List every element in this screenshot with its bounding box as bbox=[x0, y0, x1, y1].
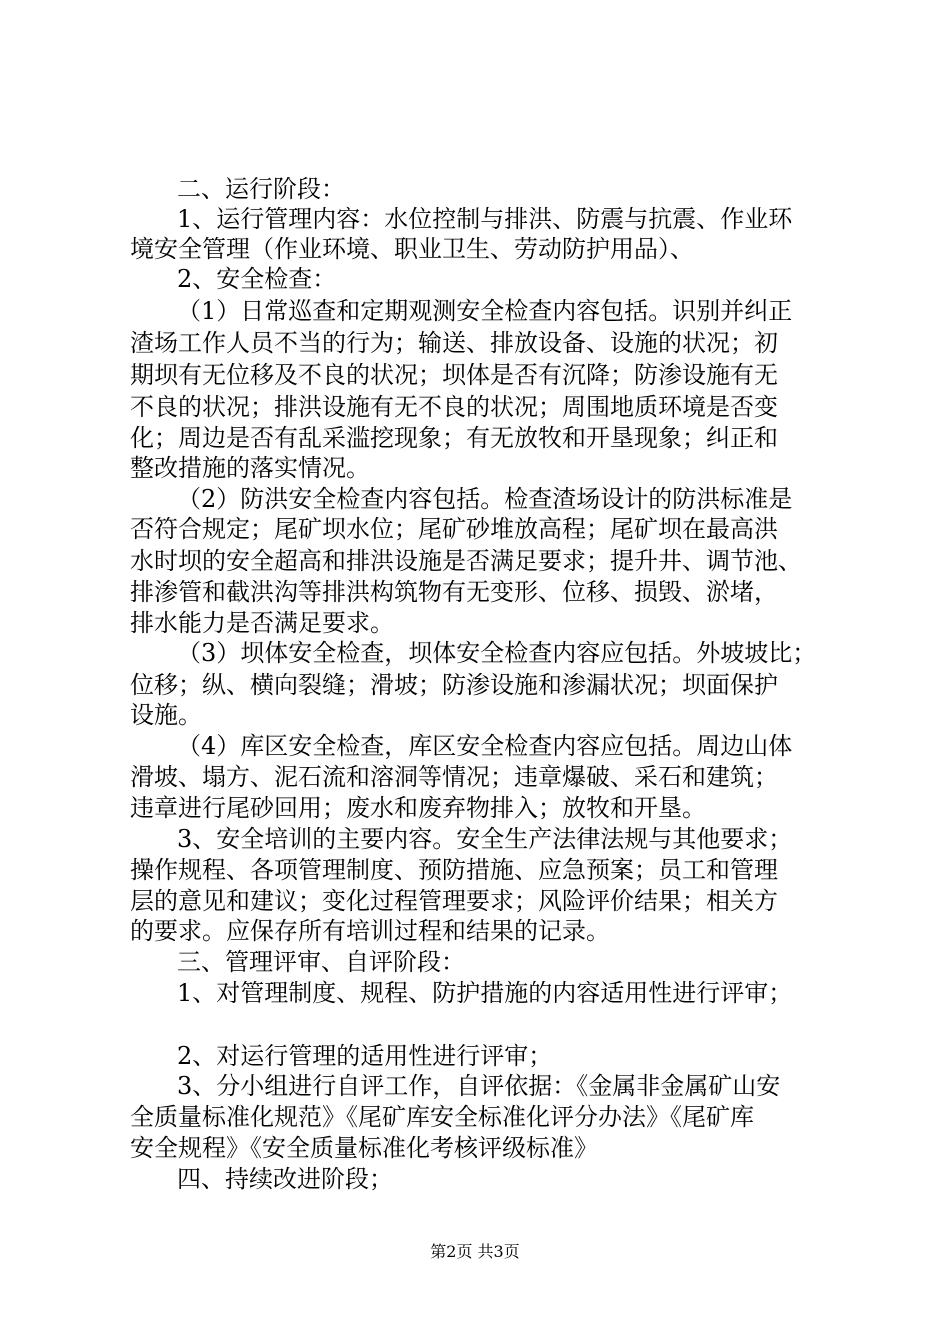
text-line: 2、对运行管理的适用性进行评审； bbox=[177, 1042, 553, 1070]
text-line: 化；周边是否有乱采滥挖现象；有无放牧和开垦现象；纠正和 bbox=[130, 424, 778, 452]
text-line: 1、运行管理内容：水位控制与排洪、防震与抗震、作业环 bbox=[177, 205, 793, 233]
text-line: 3、安全培训的主要内容。安全生产法律法规与其他要求； bbox=[177, 825, 793, 853]
text-line: 1、对管理制度、规程、防护措施的内容适用性进行评审； bbox=[177, 979, 793, 1007]
text-line: （3）坝体安全检查，坝体安全检查内容应包括。外坡坡比； bbox=[177, 639, 817, 667]
text-line: 滑坡、塌方、泥石流和溶洞等情况；违章爆破、采石和建筑； bbox=[130, 763, 778, 791]
text-line: 期坝有无位移及不良的状况；坝体是否有沉降；防渗设施有无 bbox=[130, 361, 778, 389]
text-line: 层的意见和建议；变化过程管理要求；风险评价结果；相关方 bbox=[130, 887, 778, 915]
text-line: （1）日常巡查和定期观测安全检查内容包括。识别并纠正 bbox=[177, 297, 793, 325]
text-line: 安全规程》《安全质量标准化考核评级标准》 bbox=[130, 1134, 598, 1162]
text-line: 排渗管和截洪沟等排洪构筑物有无变形、位移、损毁、淤堵， bbox=[130, 578, 778, 606]
text-line: 渣场工作人员不当的行为；输送、排放设备、设施的状况；初 bbox=[130, 329, 778, 357]
text-line: 水时坝的安全超高和排洪设施是否满足要求；提升井、调节池、 bbox=[130, 547, 802, 575]
text-line: 2、安全检查： bbox=[177, 265, 337, 293]
text-line: 否符合规定；尾矿坝水位；尾矿砂堆放高程；尾矿坝在最高洪 bbox=[130, 515, 778, 543]
text-line: 排水能力是否满足要求。 bbox=[130, 609, 394, 637]
page-number-footer: 第2页 共3页 bbox=[430, 1242, 520, 1261]
text-line: 的要求。应保存所有培训过程和结果的记录。 bbox=[130, 917, 610, 945]
text-line: 全质量标准化规范》《尾矿库安全标准化评分办法》《尾矿库 bbox=[130, 1103, 754, 1131]
text-line: （4）库区安全检查，库区安全检查内容应包括。周边山体 bbox=[177, 732, 793, 760]
text-line: 三、管理评审、自评阶段： bbox=[177, 948, 465, 976]
text-line: 不良的状况；排洪设施有无不良的状况；周围地质环境是否变 bbox=[130, 393, 778, 421]
text-line: 操作规程、各项管理制度、预防措施、应急预案；员工和管理 bbox=[130, 856, 778, 884]
text-line: 整改措施的落实情况。 bbox=[130, 454, 370, 482]
text-line: 位移；纵、横向裂缝；滑坡；防渗设施和渗漏状况；坝面保护 bbox=[130, 671, 778, 699]
text-line: 二、运行阶段： bbox=[177, 175, 345, 203]
text-line: 3、分小组进行自评工作，自评依据：《金属非金属矿山安 bbox=[177, 1072, 781, 1100]
text-line: 违章进行尾砂回用；废水和废弃物排入；放牧和开垦。 bbox=[130, 794, 706, 822]
text-line: 设施。 bbox=[130, 701, 202, 729]
text-line: 境安全管理（作业环境、职业卫生、劳动防护用品）、 bbox=[130, 235, 694, 263]
text-line: 四、持续改进阶段； bbox=[177, 1165, 393, 1193]
text-line: （2）防洪安全检查内容包括。检查渣场设计的防洪标准是 bbox=[177, 485, 793, 513]
